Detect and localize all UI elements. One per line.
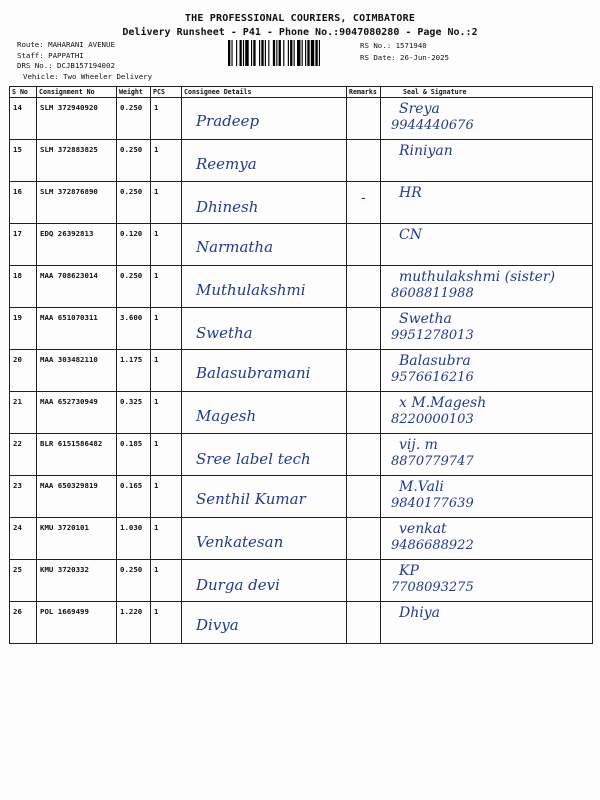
row-pcs: 1 [151, 140, 182, 182]
table-row [10, 308, 593, 350]
row-signature-phone: 8220000103 [391, 412, 474, 427]
row-consignment-no: MAA 708623014 [37, 266, 117, 308]
barcode-bar [290, 40, 292, 66]
barcode-bar [231, 40, 232, 66]
header-left-block [17, 40, 152, 82]
row-signature-cell [381, 602, 593, 644]
table-row [10, 98, 593, 140]
row-signature-cell [381, 98, 593, 140]
row-consignee-name: Pradeep [196, 112, 260, 130]
row-consignee-cell [182, 518, 347, 560]
barcode-bar [259, 40, 260, 66]
row-consignee-cell [182, 182, 347, 224]
col-sno: S No [10, 87, 37, 98]
row-pcs: 1 [151, 476, 182, 518]
table-row [10, 476, 593, 518]
row-sno: 24 [10, 518, 37, 560]
barcode-bar [302, 40, 303, 66]
row-signature-phone: 8870779747 [391, 454, 474, 469]
barcode-bar [240, 40, 242, 66]
row-remarks-cell [347, 98, 381, 140]
row-consignee-name: Dhinesh [196, 198, 259, 216]
row-signature-cell [381, 434, 593, 476]
barcode-bar [245, 40, 248, 66]
row-consignee-name: Magesh [196, 407, 257, 425]
row-remarks-cell [347, 350, 381, 392]
barcode-bar [297, 40, 300, 66]
row-consignee-cell [182, 266, 347, 308]
row-signature-phone: 7708093275 [391, 580, 474, 595]
row-consignment-no: MAA 650329819 [37, 476, 117, 518]
rs-number: RS No.: 1571940 [360, 41, 427, 50]
row-remarks-cell [347, 518, 381, 560]
row-signature: KP [399, 563, 419, 579]
row-signature-phone: 9951278013 [391, 328, 474, 343]
row-consignee-name: Reemya [196, 155, 257, 173]
row-consignment-no: KMU 3720101 [37, 518, 117, 560]
table-row [10, 560, 593, 602]
table-row [10, 392, 593, 434]
row-sno: 26 [10, 602, 37, 644]
row-consignee-name: Swetha [196, 324, 253, 342]
barcode-bar [251, 40, 252, 66]
row-signature: HR [399, 185, 422, 201]
route-text: Route: MAHARANI AVENUE [17, 40, 115, 49]
barcode-bar [279, 40, 281, 66]
row-sno: 25 [10, 560, 37, 602]
col-seal-signature: Seal & Signature [381, 87, 593, 98]
table-row [10, 182, 593, 224]
row-weight: 0.250 [117, 98, 151, 140]
row-sno: 21 [10, 392, 37, 434]
row-signature-phone: 9840177639 [391, 496, 474, 511]
row-weight: 0.325 [117, 392, 151, 434]
table-row [10, 434, 593, 476]
row-consignment-no: SLM 372883825 [37, 140, 117, 182]
row-signature: Riniyan [399, 143, 453, 159]
row-remarks-cell [347, 182, 381, 224]
barcode-bar [228, 40, 230, 66]
staff-text: Staff: PAPPATHI [17, 50, 84, 60]
barcode-bar [288, 40, 289, 66]
row-remarks-cell [347, 266, 381, 308]
row-consignee-cell [182, 560, 347, 602]
row-remarks-cell [347, 140, 381, 182]
row-signature-cell [381, 140, 593, 182]
row-pcs: 1 [151, 266, 182, 308]
row-sno: 22 [10, 434, 37, 476]
row-signature: M.Vali [399, 479, 444, 495]
row-consignment-no: BLR 6151586482 [37, 434, 117, 476]
row-signature: venkat [399, 521, 447, 537]
row-weight: 1.030 [117, 518, 151, 560]
barcode-bar [307, 40, 309, 66]
row-consignee-name: Senthil Kumar [196, 490, 306, 508]
barcode-bar [294, 40, 295, 66]
barcode-bar [311, 40, 314, 66]
barcode-bar [315, 40, 317, 66]
rs-date: RS Date: 26-Jun-2025 [360, 53, 449, 62]
row-signature: Balasubra [399, 353, 471, 369]
row-sno: 17 [10, 224, 37, 266]
row-remarks-cell [347, 476, 381, 518]
row-weight: 0.250 [117, 182, 151, 224]
row-consignee-cell [182, 224, 347, 266]
row-sno: 19 [10, 308, 37, 350]
row-signature: Dhiya [399, 605, 440, 621]
row-remarks-cell [347, 392, 381, 434]
row-signature-cell [381, 392, 593, 434]
row-remarks-cell [347, 224, 381, 266]
barcode-bar [273, 40, 275, 66]
row-consignee-cell [182, 140, 347, 182]
barcode-bar [268, 40, 269, 66]
row-pcs: 1 [151, 308, 182, 350]
runsheet-table [9, 86, 593, 644]
barcode-bar [283, 40, 284, 66]
col-weight: Weight [117, 87, 151, 98]
row-pcs: 1 [151, 434, 182, 476]
row-consignee-cell [182, 476, 347, 518]
row-consignment-no: MAA 652730949 [37, 392, 117, 434]
barcode-bar [236, 40, 237, 66]
barcode-bar [243, 40, 244, 66]
table-row [10, 140, 593, 182]
row-pcs: 1 [151, 350, 182, 392]
row-sno: 14 [10, 98, 37, 140]
row-consignee-cell [182, 98, 347, 140]
row-signature: Swetha [399, 311, 452, 327]
row-consignee-cell [182, 308, 347, 350]
row-signature: Sreya [399, 101, 440, 117]
row-weight: 0.250 [117, 140, 151, 182]
row-remarks-cell [347, 434, 381, 476]
row-consignee-name: Narmatha [196, 238, 274, 256]
row-signature-cell [381, 560, 593, 602]
barcode-bar [253, 40, 255, 66]
row-weight: 0.250 [117, 560, 151, 602]
row-signature-phone: 8608811988 [391, 286, 474, 301]
row-weight: 0.165 [117, 476, 151, 518]
table-row [10, 266, 593, 308]
col-pcs: PCS [151, 87, 182, 98]
row-pcs: 1 [151, 602, 182, 644]
row-consignee-cell [182, 392, 347, 434]
header-right-block [360, 40, 449, 64]
row-signature: CN [399, 227, 422, 243]
row-consignment-no: POL 1669499 [37, 602, 117, 644]
row-consignment-no: SLM 372876890 [37, 182, 117, 224]
row-pcs: 1 [151, 98, 182, 140]
document-subtitle: Delivery Runsheet - P41 - Phone No.:9047080280 - Page No.:2 [122, 27, 478, 38]
row-signature-cell [381, 518, 593, 560]
table-row [10, 602, 593, 644]
row-consignee-cell [182, 602, 347, 644]
drs-number: DRS No.: DCJB157194002 [17, 61, 115, 70]
row-pcs: 1 [151, 182, 182, 224]
row-signature-cell [381, 476, 593, 518]
row-consignment-no: MAA 303482110 [37, 350, 117, 392]
table-row [10, 518, 593, 560]
row-pcs: 1 [151, 392, 182, 434]
row-signature-cell [381, 266, 593, 308]
table-header-row [10, 87, 593, 98]
row-signature-cell [381, 308, 593, 350]
row-signature: x M.Magesh [399, 395, 487, 411]
row-remarks: - [361, 190, 366, 206]
row-signature-phone: 9486688922 [391, 538, 474, 553]
row-consignee-name: Venkatesan [196, 533, 284, 551]
row-weight: 1.175 [117, 350, 151, 392]
row-weight: 0.185 [117, 434, 151, 476]
row-consignee-name: Muthulakshmi [196, 281, 306, 299]
row-remarks-cell [347, 602, 381, 644]
row-consignee-cell [182, 350, 347, 392]
col-consignee: Consignee Details [182, 87, 347, 98]
table-row [10, 350, 593, 392]
row-consignee-name: Sree label tech [196, 450, 311, 468]
barcode-bar [265, 40, 266, 66]
row-pcs: 1 [151, 560, 182, 602]
row-signature-cell [381, 224, 593, 266]
row-pcs: 1 [151, 224, 182, 266]
row-signature: muthulakshmi (sister) [399, 269, 556, 285]
row-sno: 18 [10, 266, 37, 308]
row-consignee-name: Balasubramani [196, 364, 311, 382]
row-consignee-name: Divya [196, 616, 239, 634]
barcode-bar [305, 40, 306, 66]
barcode-bar [261, 40, 263, 66]
vehicle-text: Vehicle: Two Wheeler Delivery [23, 71, 153, 81]
row-signature-phone: 9576616216 [391, 370, 474, 385]
row-consignee-name: Durga devi [196, 576, 280, 594]
row-consignment-no: MAA 651070311 [37, 308, 117, 350]
row-remarks-cell [347, 560, 381, 602]
row-sno: 23 [10, 476, 37, 518]
document-title: THE PROFESSIONAL COURIERS, COIMBATORE [184, 13, 416, 24]
row-pcs: 1 [151, 518, 182, 560]
row-weight: 1.220 [117, 602, 151, 644]
row-weight: 0.120 [117, 224, 151, 266]
row-signature-phone: 9944440676 [391, 118, 474, 133]
table-row [10, 224, 593, 266]
row-consignment-no: SLM 372940920 [37, 98, 117, 140]
row-sno: 20 [10, 350, 37, 392]
row-consignment-no: EDQ 26392813 [37, 224, 117, 266]
barcode-bar [276, 40, 277, 66]
row-signature: vij. m [399, 437, 438, 453]
barcode-icon [228, 40, 352, 66]
row-signature-cell [381, 182, 593, 224]
col-remarks: Remarks [347, 87, 381, 98]
row-consignee-cell [182, 434, 347, 476]
row-weight: 0.250 [117, 266, 151, 308]
col-consignment: Consignment No [37, 87, 117, 98]
barcode-bar [319, 40, 320, 66]
row-sno: 16 [10, 182, 37, 224]
row-sno: 15 [10, 140, 37, 182]
row-weight: 3.600 [117, 308, 151, 350]
row-consignment-no: KMU 3720332 [37, 560, 117, 602]
row-remarks-cell [347, 308, 381, 350]
row-signature-cell [381, 350, 593, 392]
